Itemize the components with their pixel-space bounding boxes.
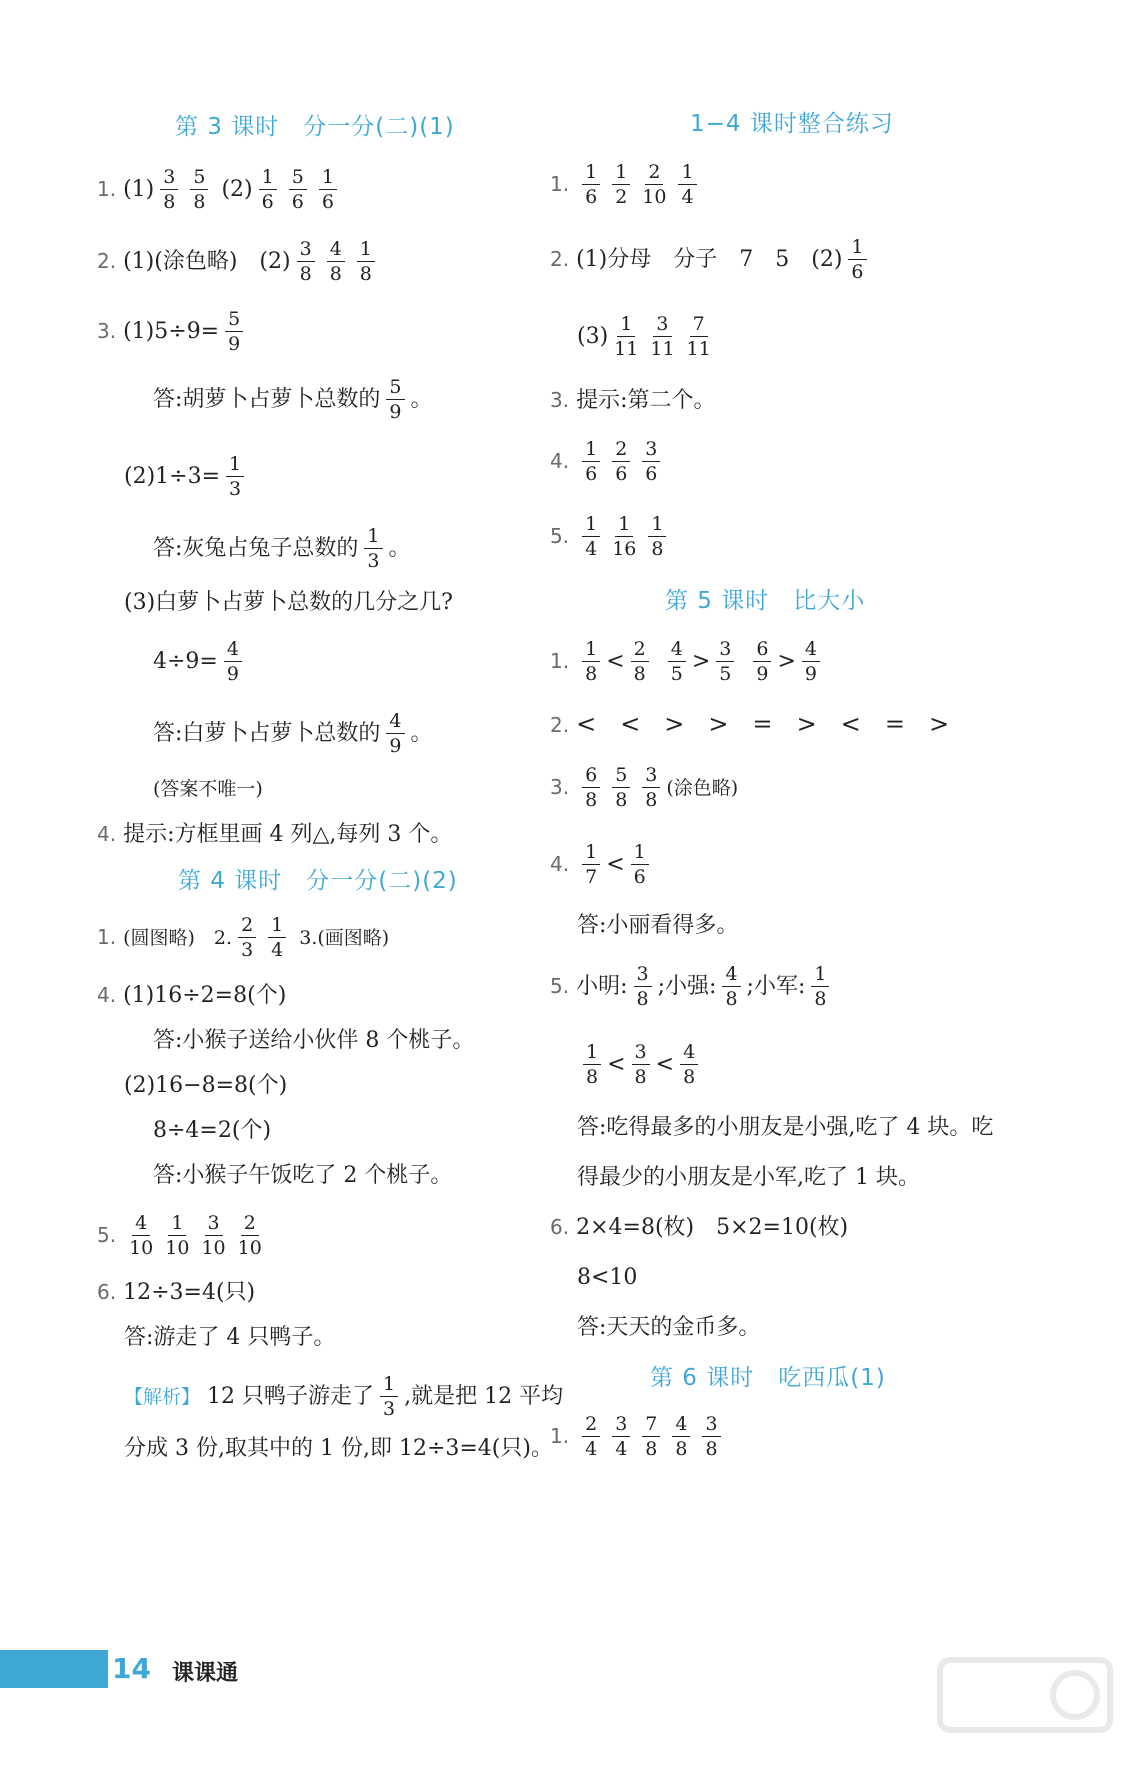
section-heading: 第 6 课时 吃西瓜(1) — [650, 1365, 886, 1391]
item-number: 2. — [550, 247, 570, 271]
fraction: $\frac{1}{6}$ — [848, 238, 866, 282]
fraction: $\frac{3}{8}$ — [702, 1415, 720, 1459]
fraction: $\frac{1}{8}$ — [648, 515, 666, 559]
answer-line — [550, 766, 738, 810]
text: (2) — [221, 177, 253, 202]
section-heading: 1−4 课时整合练习 — [690, 111, 894, 137]
fraction: $\frac{1}{16}$ — [612, 513, 637, 560]
fraction: $\frac{3}{5}$ — [716, 640, 734, 684]
answer-line — [550, 1415, 727, 1459]
fraction: $\frac{5}{9}$ — [386, 378, 404, 422]
fraction: $\frac{2}{3}$ — [238, 916, 256, 960]
fraction: $\frac{1}{11}$ — [614, 313, 639, 360]
text: ,就是把 12 平均 — [404, 1384, 564, 1409]
fraction: $\frac{2}{6}$ — [612, 440, 630, 484]
item-number: 2. — [97, 249, 117, 273]
answer-line — [577, 315, 717, 359]
text: 3.(画图略) — [299, 927, 390, 949]
fraction: $\frac{2}{8}$ — [631, 640, 649, 684]
fraction: $\frac{3}{4}$ — [612, 1415, 630, 1459]
fraction: $\frac{1}{10}$ — [165, 1212, 190, 1259]
fraction: $\frac{1}{8}$ — [811, 965, 829, 1009]
fraction: $\frac{1}{3}$ — [364, 527, 382, 571]
answer-line: 答:灰兔占兔子总数的 $\frac{1}{3}$ 。 — [153, 525, 411, 572]
item-number: 3. — [97, 319, 117, 343]
answer-line — [97, 1214, 268, 1258]
text: 12÷3=4(只) — [123, 1280, 256, 1305]
text: 答:灰兔占兔子总数的 — [153, 536, 359, 561]
answer-line — [550, 712, 949, 737]
section-heading: 第 4 课时 分一分(二)(2) — [178, 868, 458, 894]
item-number: 2. — [550, 713, 570, 737]
answer-line — [97, 985, 286, 1007]
fraction: $\frac{1}{6}$ — [582, 163, 600, 207]
answer-line: 答:小猴子送给小伙伴 8 个桃子。 — [153, 1028, 475, 1053]
section-heading: 第 3 课时 分一分(二)(1) — [175, 114, 455, 140]
fraction: $\frac{4}{8}$ — [327, 240, 345, 284]
item-number: 5. — [550, 524, 570, 548]
item-number: 1. — [97, 177, 117, 201]
item-number: 3. — [550, 388, 570, 412]
text: ;小强: — [657, 974, 717, 999]
answer-line — [550, 440, 666, 484]
answer-line — [550, 238, 873, 282]
fraction: $\frac{3}{11}$ — [650, 313, 675, 360]
fraction: $\frac{3}{8}$ — [634, 965, 652, 1009]
answer-line: 答:白萝卜占萝卜总数的 $\frac{4}{9}$ 。 — [153, 710, 433, 757]
fraction: $\frac{5}{6}$ — [289, 168, 307, 212]
fraction: $\frac{4}{10}$ — [129, 1212, 154, 1259]
footer-bar — [0, 1650, 108, 1688]
fraction: $\frac{1}{6}$ — [582, 440, 600, 484]
text: 2×4=8(枚) 5×2=10(枚) — [576, 1215, 849, 1240]
text: ;小军: — [746, 974, 806, 999]
fraction: $\frac{1}{3}$ — [380, 1375, 398, 1419]
answer-line — [124, 455, 250, 499]
fraction: $\frac{3}{8}$ — [632, 1043, 650, 1087]
fraction: $\frac{1}{8}$ — [583, 1043, 601, 1087]
text: (1)分母 分子 7 5 (2) — [576, 247, 843, 272]
item-number: 5. — [97, 1223, 117, 1247]
fraction: $\frac{1}{6}$ — [631, 843, 649, 887]
answer-line: 8÷4=2(个) — [153, 1118, 272, 1143]
answer-line — [97, 824, 452, 846]
item-number: 4. — [97, 822, 117, 846]
page-number: 14 — [112, 1652, 151, 1685]
item-number: 3. — [550, 775, 570, 799]
answer-line — [550, 965, 835, 1009]
item-number: 6. — [97, 1280, 117, 1304]
fraction: $\frac{3}{8}$ — [642, 766, 660, 810]
fraction: $\frac{5}{9}$ — [225, 310, 243, 354]
text: (圆图略) 2. — [123, 927, 233, 949]
answer-line: (3)白萝卜占萝卜总数的几分之几? — [124, 590, 453, 615]
answer-line: 答:游走了 4 只鸭子。 — [124, 1325, 336, 1350]
answer-line — [153, 640, 248, 684]
text: (2)1÷3= — [124, 464, 221, 489]
fraction: $\frac{5}{8}$ — [190, 168, 208, 212]
fraction: $\frac{3}{10}$ — [201, 1212, 226, 1259]
item-number: 5. — [550, 974, 570, 998]
text: 答:胡萝卜占萝卜总数的 — [153, 387, 381, 412]
answer-line — [97, 168, 343, 212]
answer-line — [97, 240, 381, 284]
section-heading: 第 5 课时 比大小 — [665, 588, 866, 614]
item-number: 4. — [97, 983, 117, 1007]
answer-line: 8<10 — [577, 1265, 638, 1290]
item-number: 4. — [550, 852, 570, 876]
fraction: $\frac{4}{8}$ — [680, 1043, 698, 1087]
fraction: $\frac{1}{4}$ — [268, 916, 286, 960]
fraction: $\frac{1}{4}$ — [678, 163, 696, 207]
fraction: $\frac{1}{8}$ — [357, 240, 375, 284]
text: 4÷9= — [153, 649, 218, 674]
text: < < > > = > < = > — [576, 710, 950, 738]
fraction: $\frac{4}{8}$ — [672, 1415, 690, 1459]
fraction: $\frac{3}{8}$ — [160, 168, 178, 212]
text: (1) — [123, 177, 155, 202]
fraction: $\frac{4}{9}$ — [386, 712, 404, 756]
answer-line — [97, 1282, 255, 1304]
answer-line — [550, 390, 716, 412]
fraction: $\frac{6}{9}$ — [753, 640, 771, 684]
text: (1)(涂色略) (2) — [123, 249, 291, 274]
text: 小明: — [576, 974, 628, 999]
answer-line: 答:小丽看得多。 — [577, 913, 739, 938]
fraction: $\frac{1}{8}$ — [582, 640, 600, 684]
item-number: 1. — [550, 649, 570, 673]
text: 答:白萝卜占萝卜总数的 — [153, 721, 381, 746]
fraction: $\frac{6}{8}$ — [582, 766, 600, 810]
fraction: $\frac{4}{5}$ — [668, 640, 686, 684]
text: 提示:第二个。 — [576, 388, 716, 413]
fraction: $\frac{1}{6}$ — [259, 168, 277, 212]
watermark-logo — [900, 1620, 1120, 1780]
note: (答案不唯一) — [153, 778, 263, 800]
answer-line: $\frac{1}{8}$ < $\frac{3}{8}$ < $\frac{4}{8}$ — [577, 1043, 704, 1087]
text: (涂色略) — [666, 777, 739, 799]
fraction: $\frac{1}{6}$ — [319, 168, 337, 212]
answer-line — [550, 163, 703, 207]
answer-line — [550, 1217, 848, 1239]
text: (1)16÷2=8(个) — [123, 983, 287, 1008]
fraction: $\frac{5}{8}$ — [612, 766, 630, 810]
item-number: 4. — [550, 449, 570, 473]
text: (3) — [577, 324, 609, 349]
fraction: $\frac{1}{4}$ — [582, 515, 600, 559]
answer-line: 答:胡萝卜占萝卜总数的 $\frac{5}{9}$ 。 — [153, 376, 433, 423]
book-title: 课课通 — [172, 1661, 239, 1686]
fraction: $\frac{7}{8}$ — [642, 1415, 660, 1459]
fraction: $\frac{4}{8}$ — [722, 965, 740, 1009]
answer-line: 得最少的小朋友是小军,吃了 1 块。 — [577, 1165, 920, 1190]
answer-line — [97, 310, 249, 354]
text: 提示:方框里画 4 列△,每列 3 个。 — [123, 822, 453, 847]
fraction: $\frac{4}{9}$ — [224, 640, 242, 684]
item-number: 6. — [550, 1215, 570, 1239]
fraction: $\frac{1}{2}$ — [612, 163, 630, 207]
answer-line: 1. $\frac{1}{8}$ < $\frac{2}{8}$ $\frac{4}{5}$ > $\frac{3}{5}$ $\frac{6}{9}$ > $\frac{4}{9}$ — [550, 640, 826, 684]
text: 12 只鸭子游走了 — [207, 1384, 375, 1409]
item-number: 1. — [97, 925, 117, 949]
answer-line: 答:天天的金币多。 — [577, 1315, 761, 1340]
answer-line — [97, 916, 389, 960]
fraction: $\frac{3}{6}$ — [642, 440, 660, 484]
answer-line: (2)16−8=8(个) — [124, 1073, 288, 1098]
fraction: $\frac{3}{8}$ — [297, 240, 315, 284]
answer-line: 分成 3 份,取其中的 1 份,即 12÷3=4(只)。 — [124, 1436, 553, 1461]
text: (1)5÷9= — [123, 319, 220, 344]
answer-line: 答:小猴子午饭吃了 2 个桃子。 — [153, 1163, 453, 1188]
fraction: $\frac{1}{3}$ — [226, 455, 244, 499]
answer-line: 4. $\frac{1}{7}$ < $\frac{1}{6}$ — [550, 843, 655, 887]
fraction: $\frac{2}{10}$ — [642, 161, 667, 208]
analysis-tag: 【解析】 — [124, 1386, 201, 1408]
item-number: 1. — [550, 172, 570, 196]
fraction: $\frac{2}{4}$ — [582, 1415, 600, 1459]
item-number: 1. — [550, 1424, 570, 1448]
answer-line: 答:吃得最多的小朋友是小强,吃了 4 块。吃 — [577, 1115, 994, 1140]
fraction: $\frac{2}{10}$ — [237, 1212, 262, 1259]
answer-line — [124, 1375, 563, 1419]
fraction: $\frac{4}{9}$ — [802, 640, 820, 684]
answer-line — [550, 515, 672, 559]
fraction: $\frac{1}{7}$ — [582, 843, 600, 887]
fraction: $\frac{7}{11}$ — [686, 313, 711, 360]
